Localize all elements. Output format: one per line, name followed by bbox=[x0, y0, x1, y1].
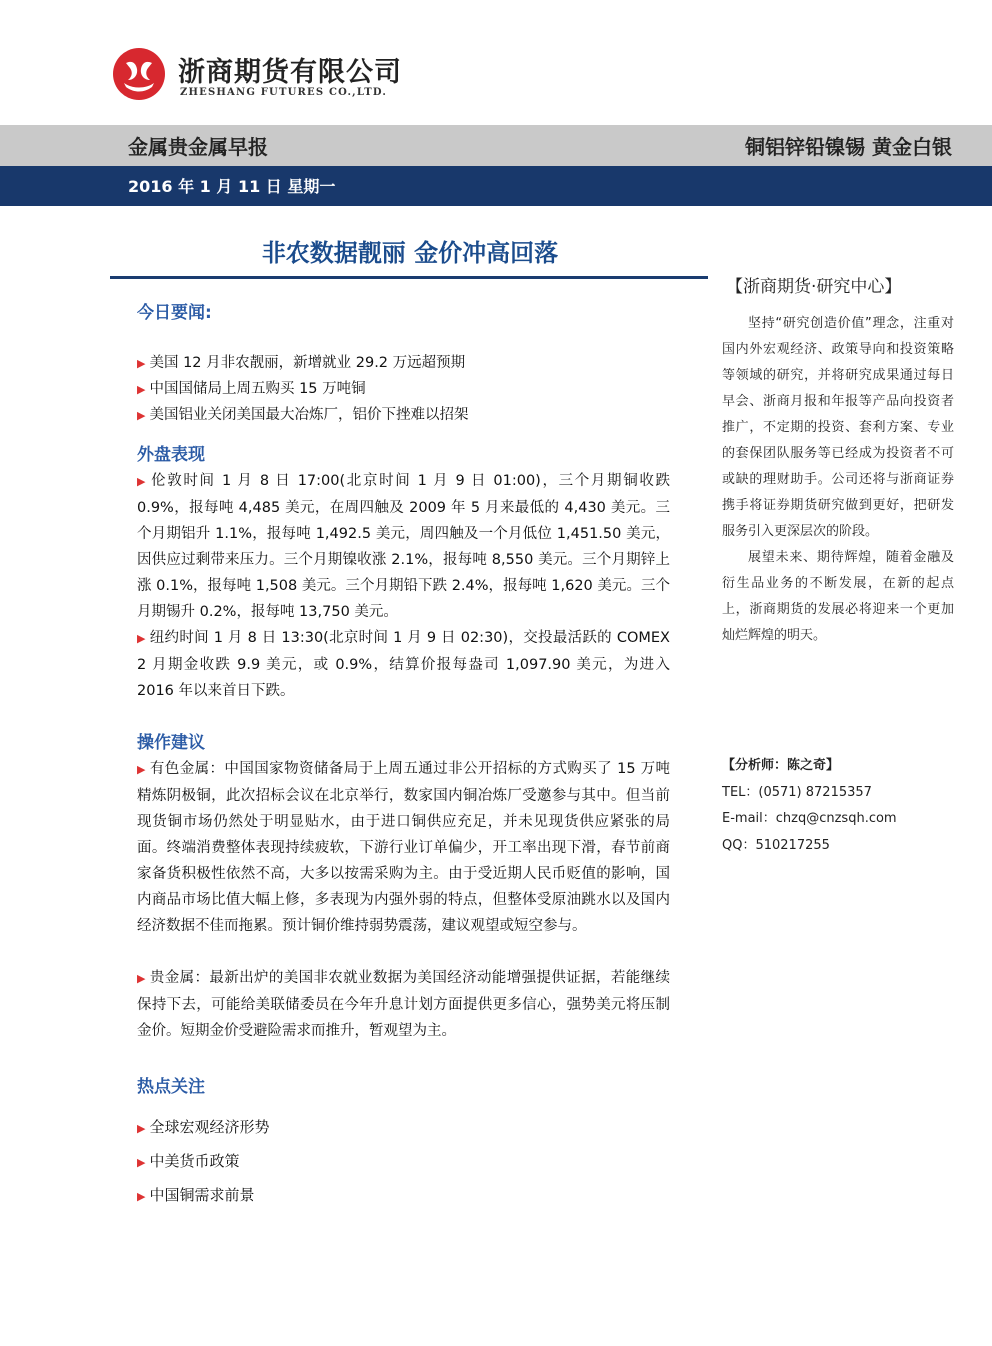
news-item: ▶ 美国铝业关闭美国最大冶炼厂，铝价下挫难以招架 bbox=[137, 402, 670, 428]
intro-paragraph: 坚持“研究创造价值”理念，注重对国内外宏观经济、政策导向和投资策略等领域的研究，并将研究成果通过每日早会、浙商月报和年报等产品向投资者推广，不定期的投资、套利方案、专业的套保团队服务等已经成为投资者不可或缺的理财助手。公司还将与浙商证券携手将证券期货研究做到更好，把研发服务引入更深层次的阶段。 bbox=[722, 316, 954, 539]
hot-topics-heading: 热点关注 bbox=[137, 1077, 205, 1097]
overseas-heading: 外盘表现 bbox=[137, 445, 205, 465]
triangle-bullet-icon: ▶ bbox=[137, 383, 146, 396]
advice-paragraph: ▶ 有色金属：中国国家物资储备局于上周五通过非公开招标的方式购买了 15 万吨精炼阴极铜，此次招标会议在北京举行，数家国内铜冶炼厂受邀参与其中。但当前现货铜市场仍然处于明显贴水，由于进口铜供应充足，并未见现货供应紧张的局面。终端消费整体表现持续疲软，下游行业订单偏少，开工率出现下滑，春节前商家备货积极性依然不高，大多以按需采购为主。由于受近期人民币贬值的影响，国内商品市场比值大幅上修，多表现为内强外弱的特点，但整体受原油跳水以及国内经济数据不佳而拖累。预计铜价维持弱势震荡，建议观望或短空参与。 bbox=[137, 756, 670, 939]
triangle-bullet-icon: ▶ bbox=[137, 632, 146, 645]
company-name-cn: 浙商期货有限公司 bbox=[178, 57, 402, 88]
company-name-en: ZHESHANG FUTURES CO.,LTD. bbox=[180, 87, 388, 98]
report-title: 非农数据靓丽 金价冲高回落 bbox=[261, 239, 559, 267]
hot-topic-item: ▶ 中国铜需求前景 bbox=[137, 1178, 670, 1212]
advice-paragraph: ▶ 贵金属：最新出炉的美国非农就业数据为美国经济动能增强提供证据，若能继续保持下去，可能给美联储委员在今年升息计划方面提供更多信心，强势美元将压制金价。短期金价受避险需求而推升，暂观望为主。 bbox=[137, 965, 670, 1044]
triangle-bullet-icon: ▶ bbox=[137, 1156, 146, 1169]
advice-heading: 操作建议 bbox=[137, 733, 205, 753]
main-content bbox=[137, 300, 670, 1212]
hot-topic-item: ▶ 中美货币政策 bbox=[137, 1144, 670, 1178]
overseas-paragraph: ▶ 伦敦时间 1 月 8 日 17:00(北京时间 1 月 9 日 01:00)，三个月期铜收跌 0.9%，报每吨 4,485 美元，在周四触及 2009 年 5 月来最低的 4,430 美元。三个月期铝升 1.1%，报每吨 1,492.5 美元，周四触及一个月低位 1,451.50 美元，因供应过剩带来压力。三个月期镍收涨 2.1%，报每吨 8,550 美元。三个月期锌上涨 0.1%，报每吨 1,508 美元。三个月期铅下跌 2.4%，报每吨 1,620 美元。三个月期锡升 0.2%，报每吨 13,750 美元。 bbox=[137, 468, 670, 625]
hot-topic-item: ▶ 全球宏观经济形势 bbox=[137, 1110, 670, 1144]
triangle-bullet-icon: ▶ bbox=[137, 1190, 146, 1203]
triangle-bullet-icon: ▶ bbox=[137, 1122, 146, 1135]
analyst-contact bbox=[722, 753, 897, 859]
company-logo-icon bbox=[112, 47, 166, 101]
research-center-intro bbox=[722, 311, 954, 649]
triangle-bullet-icon: ▶ bbox=[137, 357, 146, 370]
news-item: ▶ 美国 12 月非农靓丽，新增就业 29.2 万远超预期 bbox=[137, 350, 670, 376]
triangle-bullet-icon: ▶ bbox=[137, 475, 146, 488]
news-heading: 今日要闻: bbox=[137, 303, 212, 323]
analyst-qq: QQ：510217255 bbox=[722, 837, 830, 853]
intro-paragraph: 展望未来、期待辉煌，随着金融及衍生品业务的不断发展，在新的起点上，浙商期货的发展必将迎来一个更加灿烂辉煌的明天。 bbox=[722, 550, 954, 643]
research-center-heading: 【浙商期货·研究中心】 bbox=[726, 277, 902, 297]
report-type: 金属贵金属早报 bbox=[128, 135, 268, 159]
overseas-paragraph: ▶ 纽约时间 1 月 8 日 13:30(北京时间 1 月 9 日 02:30)，交投最活跃的 COMEX 2 月期金收跌 9.9 美元，或 0.9%，结算价报每盎司 1,097.90 美元，为进入 2016 年以来首日下跌。 bbox=[137, 625, 670, 704]
analyst-email: E-mail：chzq@cnzsqh.com bbox=[722, 811, 897, 826]
triangle-bullet-icon: ▶ bbox=[137, 409, 146, 422]
report-date: 2016 年 1 月 11 日 星期一 bbox=[128, 177, 336, 196]
triangle-bullet-icon: ▶ bbox=[137, 763, 146, 776]
analyst-tel: TEL：(0571) 87215357 bbox=[722, 784, 872, 800]
metals-covered: 铜铝锌铅镍锡 黄金白银 bbox=[745, 135, 952, 159]
news-item: ▶ 中国国储局上周五购买 15 万吨铜 bbox=[137, 376, 670, 402]
triangle-bullet-icon: ▶ bbox=[137, 972, 146, 985]
analyst-name: 【分析师：陈之奇】 bbox=[722, 758, 840, 773]
title-divider bbox=[110, 276, 708, 279]
